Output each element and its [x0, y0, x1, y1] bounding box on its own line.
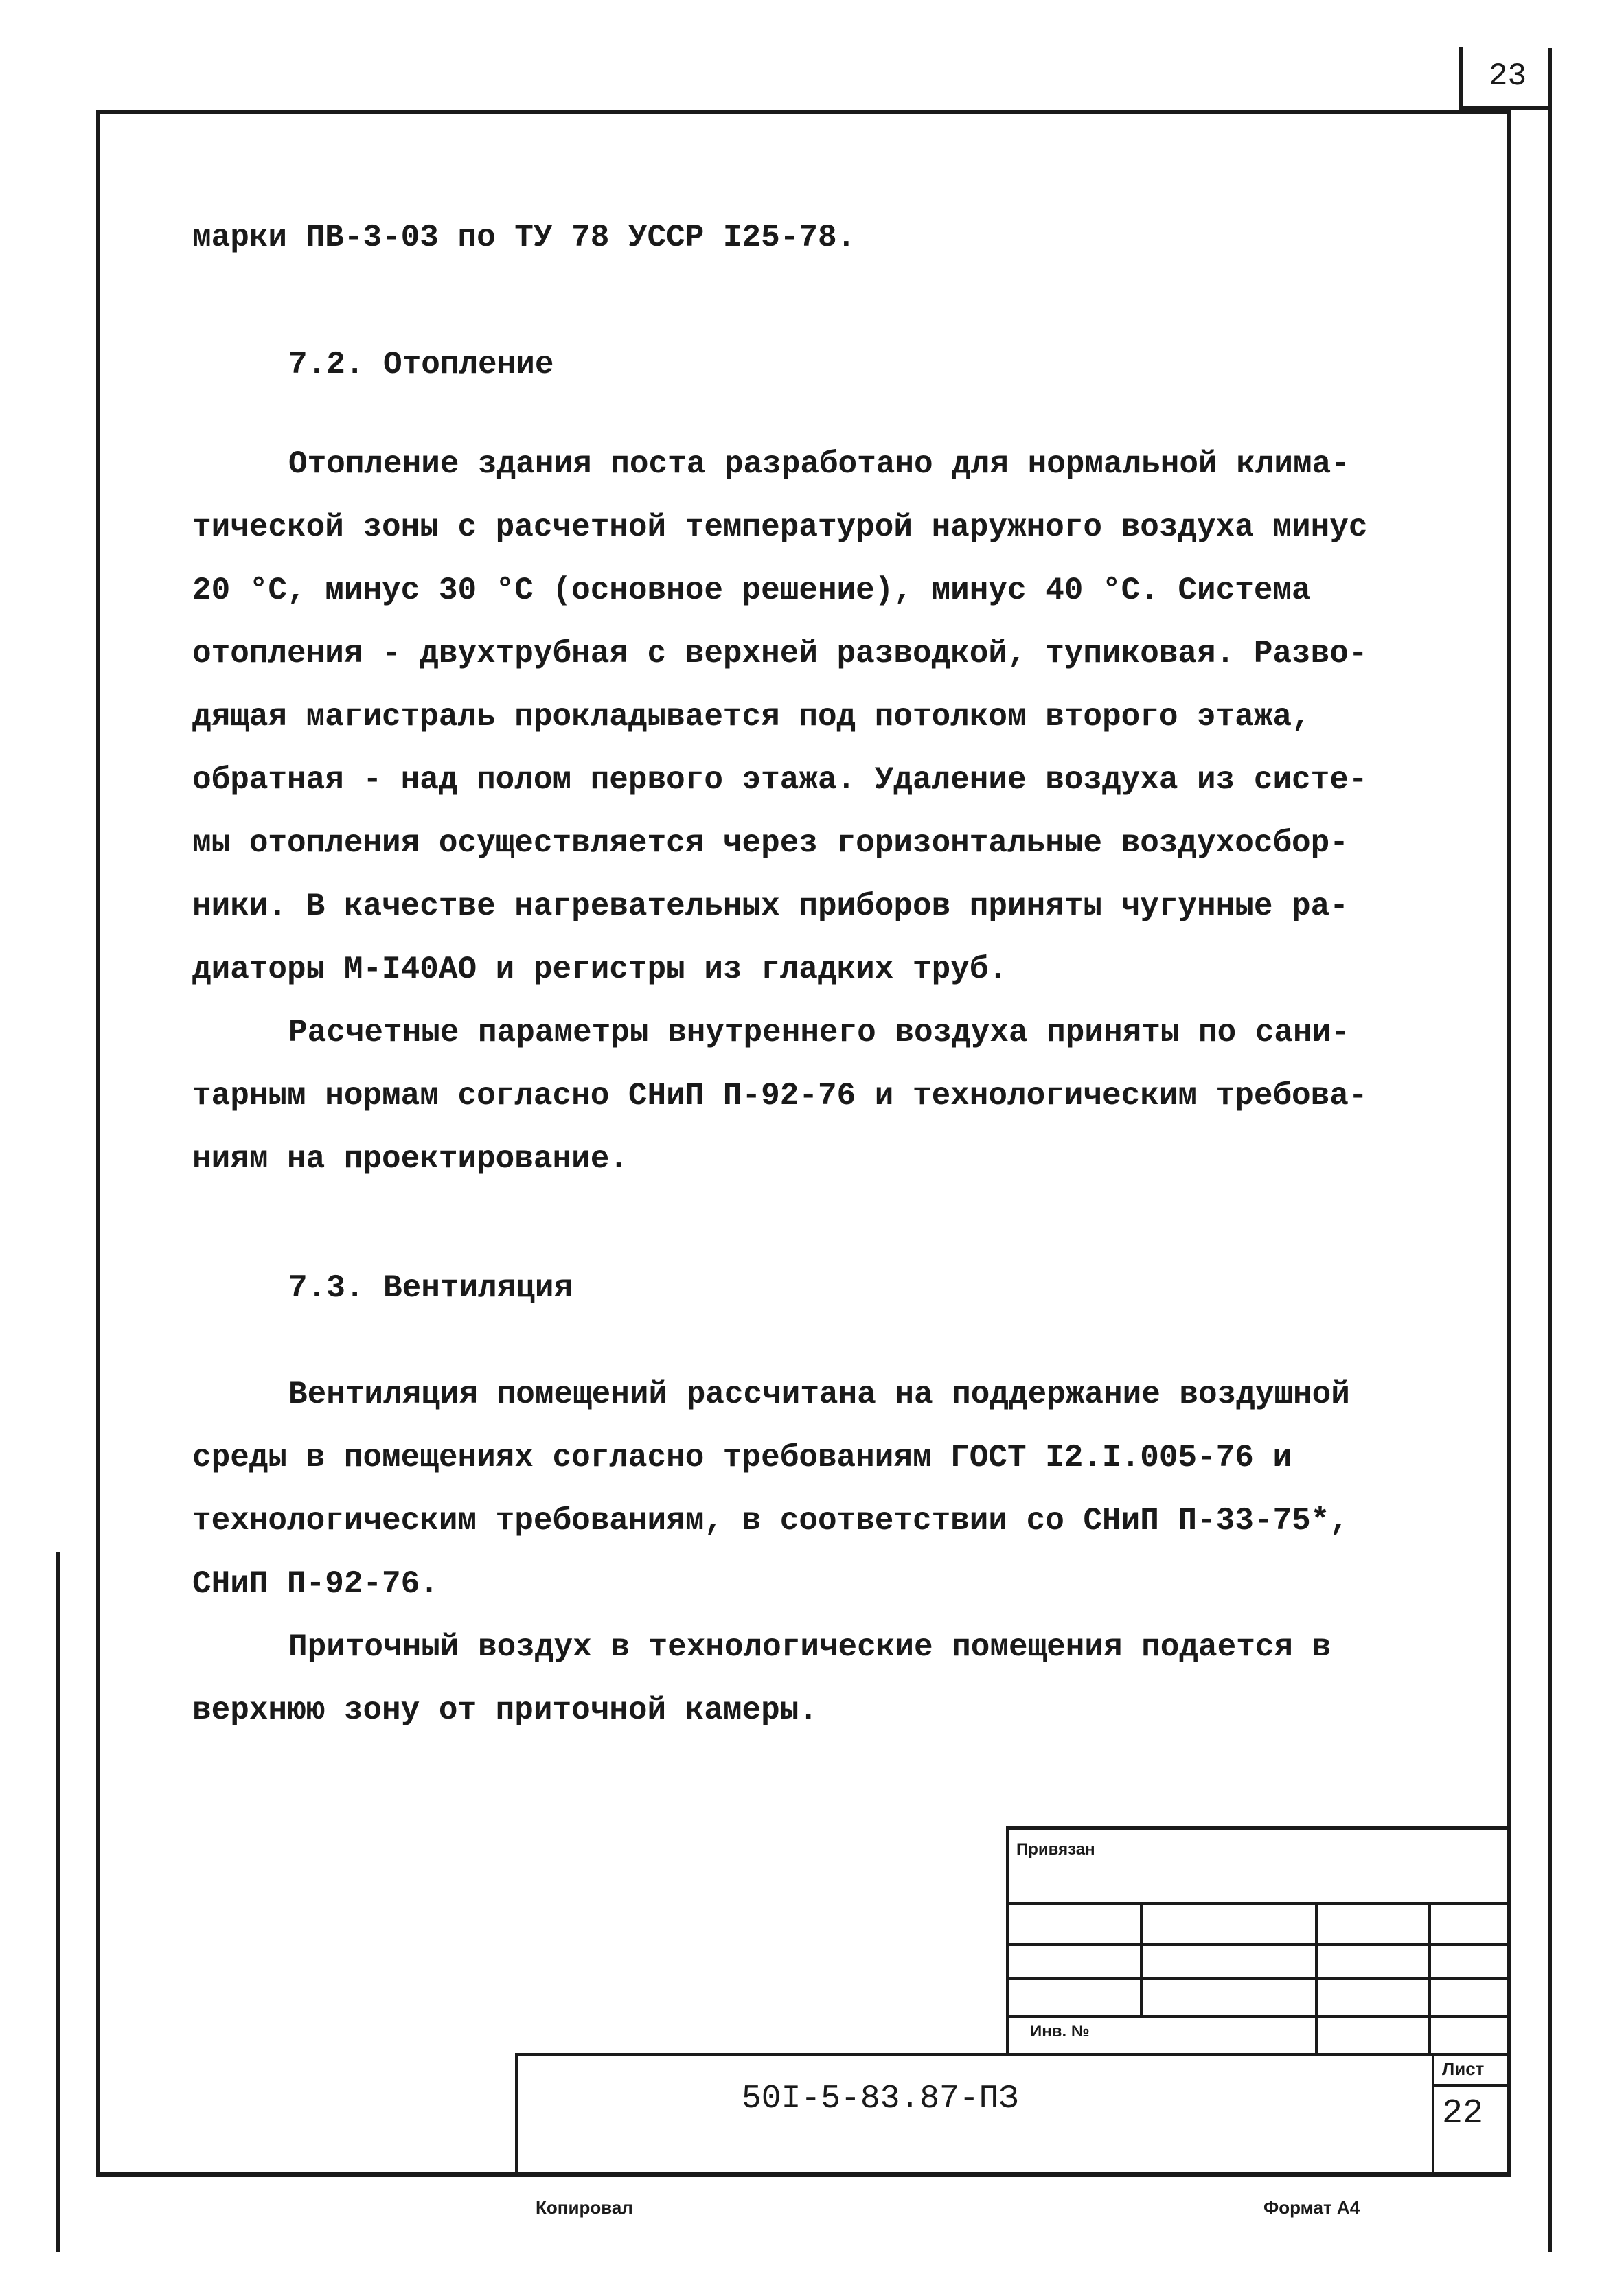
heating-line: 20 °С, минус 30 °С (основное решение), минус 40 °С. Система [192, 573, 1311, 608]
stamp-rule [1006, 1943, 1511, 1946]
stamp-divider [1140, 1902, 1143, 2015]
ventilation-line: технологическим требованиям, в соответствии со СНиП П-33-75*, [192, 1503, 1349, 1539]
format-label: Формат А4 [1263, 2197, 1360, 2218]
sheet-number: 22 [1442, 2094, 1484, 2133]
stamp-divider [1428, 1902, 1431, 2053]
heating-line: тической зоны с расчетной температурой наружного воздуха минус [192, 509, 1368, 545]
heating-line: ниям на проектирование. [192, 1141, 628, 1177]
heating-line: Расчетные параметры внутреннего воздуха приняты по сани- [288, 1015, 1350, 1051]
heating-line: ники. В качестве нагревательных приборов приняты чугунные ра- [192, 888, 1349, 924]
ventilation-line: среды в помещениях согласно требованиям ГОСТ I2.I.005-76 и [192, 1440, 1292, 1476]
heating-line: диаторы М-I40АО и регистры из гладких труб. [192, 952, 1007, 987]
heating-line: Отопление здания поста разработано для нормальной клима- [288, 446, 1350, 482]
ventilation-line: СНиП П-92-76. [192, 1566, 439, 1602]
stamp-divider [1315, 1902, 1318, 2053]
right-border-line [1548, 48, 1552, 2252]
heading-heating: 7.2. Отопление [288, 347, 554, 382]
ventilation-line: верхнюю зону от приточной камеры. [192, 1692, 818, 1728]
ventilation-line: Приточный воздух в технологические помещения подается в [288, 1629, 1331, 1665]
document-code: 50I-5-83.87-ПЗ [742, 2080, 1019, 2118]
heading-ventilation: 7.3. Вентиляция [288, 1270, 573, 1306]
heating-line: мы отопления осуществляется через горизонтальные воздухосбор- [192, 825, 1349, 861]
stamp-inv-label: Инв. № [1030, 2022, 1090, 2041]
stamp-rule [1006, 1977, 1511, 1980]
heating-line: отопления - двухтрубная с верхней разводкой, тупиковая. Разво- [192, 636, 1368, 672]
left-binding-line [56, 1552, 60, 2252]
stamp-upper-block [1006, 1826, 1511, 2053]
sheet-label: Лист [1442, 2058, 1485, 2079]
copied-label: Копировал [536, 2197, 633, 2218]
stamp-divider [1432, 2053, 1434, 2177]
stamp-linked-label: Привязан [1016, 1840, 1095, 1859]
stamp-rule [1432, 2084, 1511, 2087]
heating-line: обратная - над полом первого этажа. Удаление воздуха из систе- [192, 762, 1368, 798]
stamp-rule [1006, 1902, 1511, 1905]
heating-line: тарным нормам согласно СНиП П-92-76 и технологическим требова- [192, 1078, 1368, 1114]
ventilation-line: Вентиляция помещений рассчитана на поддержание воздушной [288, 1377, 1350, 1412]
stamp-rule [1006, 2015, 1511, 2018]
page-number: 23 [1459, 47, 1552, 110]
intro-line: марки ПВ-3-03 по ТУ 78 УССР I25-78. [192, 220, 856, 255]
heating-line: дящая магистраль прокладывается под потолком второго этажа, [192, 699, 1311, 735]
